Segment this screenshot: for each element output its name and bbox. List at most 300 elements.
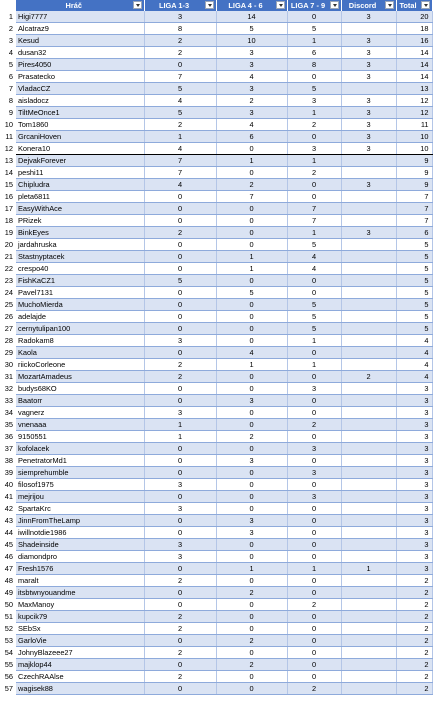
player-name-cell[interactable]: wagisek88 — [16, 683, 144, 695]
player-name-cell[interactable]: cernytulipan100 — [16, 323, 144, 335]
total-cell[interactable]: 6 — [396, 227, 432, 239]
liga-7-9-cell[interactable]: 0 — [287, 587, 341, 599]
total-cell[interactable]: 5 — [396, 299, 432, 311]
discord-cell[interactable]: 3 — [341, 95, 396, 107]
table-row[interactable] — [0, 371, 432, 383]
table-row[interactable] — [0, 299, 432, 311]
table-row[interactable] — [0, 635, 432, 647]
player-name-cell[interactable]: CzechRAAlse — [16, 671, 144, 683]
total-cell[interactable]: 4 — [396, 335, 432, 347]
player-name-cell[interactable]: 9150551 — [16, 431, 144, 443]
liga-1-3-cell[interactable]: 0 — [144, 311, 216, 323]
player-name-cell[interactable]: Baatorr — [16, 395, 144, 407]
liga-4-6-cell[interactable]: 0 — [216, 311, 287, 323]
liga-1-3-cell[interactable]: 0 — [144, 287, 216, 299]
discord-cell[interactable] — [341, 287, 396, 299]
liga-7-9-cell[interactable]: 1 — [287, 35, 341, 47]
discord-cell[interactable]: 2 — [341, 371, 396, 383]
discord-cell[interactable] — [341, 83, 396, 95]
total-cell[interactable]: 7 — [396, 203, 432, 215]
total-cell[interactable]: 3 — [396, 431, 432, 443]
liga-1-3-cell[interactable]: 0 — [144, 203, 216, 215]
liga-4-6-cell[interactable]: 0 — [216, 611, 287, 623]
liga-7-9-cell[interactable]: 7 — [287, 203, 341, 215]
filter-dropdown-icon[interactable] — [276, 1, 285, 9]
player-name-cell[interactable]: MozartAmadeus — [16, 371, 144, 383]
liga-7-9-cell[interactable]: 4 — [287, 263, 341, 275]
column-header-discord[interactable]: Discord — [341, 0, 396, 11]
discord-cell[interactable]: 1 — [341, 563, 396, 575]
liga-7-9-cell[interactable]: 1 — [287, 155, 341, 167]
total-cell[interactable]: 3 — [396, 443, 432, 455]
liga-7-9-cell[interactable]: 0 — [287, 131, 341, 143]
table-row[interactable] — [0, 59, 432, 71]
table-row[interactable] — [0, 35, 432, 47]
liga-1-3-cell[interactable]: 7 — [144, 155, 216, 167]
discord-cell[interactable] — [341, 275, 396, 287]
liga-1-3-cell[interactable]: 8 — [144, 23, 216, 35]
liga-1-3-cell[interactable]: 1 — [144, 419, 216, 431]
total-cell[interactable]: 9 — [396, 155, 432, 167]
discord-cell[interactable] — [341, 515, 396, 527]
total-cell[interactable]: 5 — [396, 239, 432, 251]
liga-1-3-cell[interactable]: 3 — [144, 407, 216, 419]
total-cell[interactable]: 3 — [396, 563, 432, 575]
table-row[interactable] — [0, 311, 432, 323]
liga-1-3-cell[interactable]: 2 — [144, 227, 216, 239]
liga-1-3-cell[interactable]: 0 — [144, 635, 216, 647]
total-cell[interactable]: 3 — [396, 407, 432, 419]
liga-4-6-cell[interactable]: 0 — [216, 383, 287, 395]
liga-7-9-cell[interactable]: 0 — [287, 71, 341, 83]
table-row[interactable] — [0, 167, 432, 179]
table-row[interactable] — [0, 563, 432, 575]
player-name-cell[interactable]: Alcatraz9 — [16, 23, 144, 35]
liga-4-6-cell[interactable]: 0 — [216, 467, 287, 479]
liga-4-6-cell[interactable]: 6 — [216, 131, 287, 143]
liga-1-3-cell[interactable]: 0 — [144, 443, 216, 455]
player-name-cell[interactable]: PenetratorMd1 — [16, 455, 144, 467]
liga-1-3-cell[interactable]: 0 — [144, 683, 216, 695]
liga-1-3-cell[interactable]: 7 — [144, 167, 216, 179]
liga-4-6-cell[interactable]: 4 — [216, 347, 287, 359]
liga-1-3-cell[interactable]: 2 — [144, 35, 216, 47]
liga-7-9-cell[interactable]: 0 — [287, 539, 341, 551]
discord-cell[interactable]: 3 — [341, 59, 396, 71]
player-name-cell[interactable]: TiltMeOnce1 — [16, 107, 144, 119]
liga-1-3-cell[interactable]: 0 — [144, 599, 216, 611]
player-name-cell[interactable]: vagnerz — [16, 407, 144, 419]
liga-7-9-cell[interactable]: 5 — [287, 323, 341, 335]
liga-4-6-cell[interactable]: 2 — [216, 587, 287, 599]
filter-dropdown-icon[interactable] — [205, 1, 214, 9]
player-name-cell[interactable]: PRizek — [16, 215, 144, 227]
discord-cell[interactable] — [341, 311, 396, 323]
liga-7-9-cell[interactable]: 0 — [287, 455, 341, 467]
discord-cell[interactable] — [341, 263, 396, 275]
player-name-cell[interactable]: riickoCorleone — [16, 359, 144, 371]
liga-4-6-cell[interactable]: 0 — [216, 491, 287, 503]
liga-1-3-cell[interactable]: 2 — [144, 371, 216, 383]
table-row[interactable] — [0, 179, 432, 191]
player-name-cell[interactable]: EasyWithAce — [16, 203, 144, 215]
column-header-liga-7-9[interactable]: LIGA 7 - 9 — [287, 0, 341, 11]
liga-7-9-cell[interactable]: 0 — [287, 635, 341, 647]
liga-4-6-cell[interactable]: 0 — [216, 275, 287, 287]
liga-7-9-cell[interactable]: 3 — [287, 383, 341, 395]
liga-1-3-cell[interactable]: 3 — [144, 479, 216, 491]
player-name-cell[interactable]: jardahruska — [16, 239, 144, 251]
table-row[interactable] — [0, 491, 432, 503]
column-header-player[interactable]: Hráč — [16, 0, 144, 11]
player-name-cell[interactable]: MuchoMierda — [16, 299, 144, 311]
discord-cell[interactable] — [341, 467, 396, 479]
discord-cell[interactable] — [341, 683, 396, 695]
player-name-cell[interactable]: aisladocz — [16, 95, 144, 107]
discord-cell[interactable] — [341, 167, 396, 179]
liga-4-6-cell[interactable]: 4 — [216, 71, 287, 83]
liga-4-6-cell[interactable]: 0 — [216, 299, 287, 311]
total-cell[interactable]: 3 — [396, 539, 432, 551]
total-cell[interactable]: 3 — [396, 395, 432, 407]
liga-1-3-cell[interactable]: 2 — [144, 47, 216, 59]
total-cell[interactable]: 2 — [396, 659, 432, 671]
total-cell[interactable]: 3 — [396, 383, 432, 395]
player-name-cell[interactable]: kofolacek — [16, 443, 144, 455]
liga-4-6-cell[interactable]: 0 — [216, 419, 287, 431]
liga-1-3-cell[interactable]: 1 — [144, 431, 216, 443]
liga-1-3-cell[interactable]: 3 — [144, 551, 216, 563]
liga-4-6-cell[interactable]: 0 — [216, 503, 287, 515]
discord-cell[interactable] — [341, 635, 396, 647]
table-row[interactable] — [0, 203, 432, 215]
table-row[interactable] — [0, 467, 432, 479]
total-cell[interactable]: 10 — [396, 143, 432, 155]
discord-cell[interactable] — [341, 479, 396, 491]
discord-cell[interactable] — [341, 575, 396, 587]
liga-7-9-cell[interactable]: 0 — [287, 623, 341, 635]
discord-cell[interactable] — [341, 203, 396, 215]
liga-7-9-cell[interactable]: 6 — [287, 47, 341, 59]
liga-4-6-cell[interactable]: 1 — [216, 155, 287, 167]
liga-7-9-cell[interactable]: 3 — [287, 443, 341, 455]
column-header-total[interactable]: Total — [396, 0, 432, 11]
total-cell[interactable]: 3 — [396, 551, 432, 563]
liga-7-9-cell[interactable]: 3 — [287, 467, 341, 479]
discord-cell[interactable] — [341, 239, 396, 251]
player-name-cell[interactable]: Radokam8 — [16, 335, 144, 347]
discord-cell[interactable] — [341, 215, 396, 227]
player-name-cell[interactable]: GarloVie — [16, 635, 144, 647]
player-name-cell[interactable]: vnenaaa — [16, 419, 144, 431]
liga-7-9-cell[interactable]: 5 — [287, 23, 341, 35]
table-row[interactable] — [0, 83, 432, 95]
liga-7-9-cell[interactable]: 0 — [287, 371, 341, 383]
liga-7-9-cell[interactable]: 0 — [287, 515, 341, 527]
table-row[interactable] — [0, 455, 432, 467]
liga-4-6-cell[interactable]: 2 — [216, 635, 287, 647]
total-cell[interactable]: 14 — [396, 71, 432, 83]
liga-4-6-cell[interactable]: 1 — [216, 263, 287, 275]
liga-1-3-cell[interactable]: 3 — [144, 503, 216, 515]
player-name-cell[interactable]: JinnFromTheLamp — [16, 515, 144, 527]
liga-7-9-cell[interactable]: 0 — [287, 191, 341, 203]
table-row[interactable] — [0, 647, 432, 659]
discord-cell[interactable]: 3 — [341, 131, 396, 143]
liga-4-6-cell[interactable]: 4 — [216, 119, 287, 131]
liga-4-6-cell[interactable]: 3 — [216, 527, 287, 539]
discord-cell[interactable] — [341, 431, 396, 443]
table-row[interactable] — [0, 479, 432, 491]
liga-1-3-cell[interactable]: 1 — [144, 131, 216, 143]
liga-7-9-cell[interactable]: 0 — [287, 647, 341, 659]
table-row[interactable] — [0, 191, 432, 203]
liga-4-6-cell[interactable]: 0 — [216, 479, 287, 491]
liga-7-9-cell[interactable]: 1 — [287, 107, 341, 119]
table-row[interactable] — [0, 275, 432, 287]
liga-4-6-cell[interactable]: 3 — [216, 455, 287, 467]
table-row[interactable] — [0, 623, 432, 635]
liga-7-9-cell[interactable]: 1 — [287, 335, 341, 347]
player-name-cell[interactable]: Prasatecko — [16, 71, 144, 83]
table-row[interactable] — [0, 503, 432, 515]
table-row[interactable] — [0, 239, 432, 251]
table-row[interactable] — [0, 23, 432, 35]
table-row[interactable] — [0, 383, 432, 395]
table-row[interactable] — [0, 575, 432, 587]
discord-cell[interactable]: 3 — [341, 227, 396, 239]
player-name-cell[interactable]: MaxManoy — [16, 599, 144, 611]
total-cell[interactable]: 2 — [396, 671, 432, 683]
liga-7-9-cell[interactable]: 5 — [287, 239, 341, 251]
liga-4-6-cell[interactable]: 0 — [216, 323, 287, 335]
player-name-cell[interactable]: Tom1860 — [16, 119, 144, 131]
liga-1-3-cell[interactable]: 2 — [144, 611, 216, 623]
liga-4-6-cell[interactable]: 0 — [216, 371, 287, 383]
liga-7-9-cell[interactable]: 0 — [287, 347, 341, 359]
table-row[interactable] — [0, 347, 432, 359]
discord-cell[interactable] — [341, 395, 396, 407]
liga-4-6-cell[interactable]: 5 — [216, 287, 287, 299]
liga-1-3-cell[interactable]: 5 — [144, 83, 216, 95]
liga-7-9-cell[interactable]: 0 — [287, 287, 341, 299]
discord-cell[interactable] — [341, 671, 396, 683]
liga-4-6-cell[interactable]: 2 — [216, 179, 287, 191]
liga-7-9-cell[interactable]: 1 — [287, 563, 341, 575]
liga-1-3-cell[interactable]: 3 — [144, 335, 216, 347]
liga-1-3-cell[interactable]: 0 — [144, 587, 216, 599]
total-cell[interactable]: 5 — [396, 251, 432, 263]
player-name-cell[interactable]: majklop44 — [16, 659, 144, 671]
player-name-cell[interactable]: Chipludra — [16, 179, 144, 191]
player-name-cell[interactable]: SpartaKrc — [16, 503, 144, 515]
table-row[interactable] — [0, 587, 432, 599]
discord-cell[interactable] — [341, 611, 396, 623]
total-cell[interactable]: 4 — [396, 359, 432, 371]
player-name-cell[interactable]: maralt — [16, 575, 144, 587]
table-row[interactable] — [0, 287, 432, 299]
liga-1-3-cell[interactable]: 4 — [144, 179, 216, 191]
liga-4-6-cell[interactable]: 5 — [216, 23, 287, 35]
discord-cell[interactable]: 3 — [341, 107, 396, 119]
liga-4-6-cell[interactable]: 0 — [216, 443, 287, 455]
discord-cell[interactable] — [341, 299, 396, 311]
liga-4-6-cell[interactable]: 7 — [216, 191, 287, 203]
total-cell[interactable]: 2 — [396, 575, 432, 587]
liga-1-3-cell[interactable]: 4 — [144, 95, 216, 107]
total-cell[interactable]: 2 — [396, 623, 432, 635]
liga-7-9-cell[interactable]: 1 — [287, 359, 341, 371]
total-cell[interactable]: 5 — [396, 311, 432, 323]
liga-7-9-cell[interactable]: 4 — [287, 251, 341, 263]
liga-1-3-cell[interactable]: 2 — [144, 647, 216, 659]
player-name-cell[interactable]: Fresh1576 — [16, 563, 144, 575]
liga-1-3-cell[interactable]: 0 — [144, 395, 216, 407]
player-name-cell[interactable]: Pavel7131 — [16, 287, 144, 299]
liga-1-3-cell[interactable]: 0 — [144, 467, 216, 479]
discord-cell[interactable] — [341, 383, 396, 395]
table-row[interactable] — [0, 131, 432, 143]
player-name-cell[interactable]: pleta6811 — [16, 191, 144, 203]
discord-cell[interactable] — [341, 659, 396, 671]
total-cell[interactable]: 18 — [396, 23, 432, 35]
liga-4-6-cell[interactable]: 0 — [216, 623, 287, 635]
liga-7-9-cell[interactable]: 2 — [287, 119, 341, 131]
liga-1-3-cell[interactable]: 4 — [144, 143, 216, 155]
liga-1-3-cell[interactable]: 0 — [144, 239, 216, 251]
player-name-cell[interactable]: Pires4050 — [16, 59, 144, 71]
liga-7-9-cell[interactable]: 0 — [287, 671, 341, 683]
liga-1-3-cell[interactable]: 0 — [144, 659, 216, 671]
liga-1-3-cell[interactable]: 5 — [144, 275, 216, 287]
liga-7-9-cell[interactable]: 5 — [287, 311, 341, 323]
discord-cell[interactable] — [341, 407, 396, 419]
total-cell[interactable]: 3 — [396, 491, 432, 503]
discord-cell[interactable] — [341, 251, 396, 263]
table-row[interactable] — [0, 227, 432, 239]
liga-4-6-cell[interactable]: 3 — [216, 107, 287, 119]
discord-cell[interactable]: 3 — [341, 119, 396, 131]
discord-cell[interactable]: 3 — [341, 11, 396, 23]
player-name-cell[interactable]: diamondpro — [16, 551, 144, 563]
liga-4-6-cell[interactable]: 0 — [216, 335, 287, 347]
liga-4-6-cell[interactable]: 0 — [216, 599, 287, 611]
table-row[interactable] — [0, 395, 432, 407]
discord-cell[interactable]: 3 — [341, 179, 396, 191]
total-cell[interactable]: 9 — [396, 167, 432, 179]
total-cell[interactable]: 2 — [396, 587, 432, 599]
discord-cell[interactable] — [341, 23, 396, 35]
discord-cell[interactable] — [341, 491, 396, 503]
liga-1-3-cell[interactable]: 7 — [144, 71, 216, 83]
player-name-cell[interactable]: crespo40 — [16, 263, 144, 275]
liga-4-6-cell[interactable]: 0 — [216, 539, 287, 551]
liga-4-6-cell[interactable]: 0 — [216, 227, 287, 239]
discord-cell[interactable] — [341, 623, 396, 635]
discord-cell[interactable] — [341, 647, 396, 659]
table-row[interactable] — [0, 263, 432, 275]
total-cell[interactable]: 3 — [396, 479, 432, 491]
liga-7-9-cell[interactable]: 8 — [287, 59, 341, 71]
table-row[interactable] — [0, 107, 432, 119]
table-row[interactable] — [0, 431, 432, 443]
player-name-cell[interactable]: Shadeinside — [16, 539, 144, 551]
liga-1-3-cell[interactable]: 0 — [144, 299, 216, 311]
liga-1-3-cell[interactable]: 2 — [144, 119, 216, 131]
table-row[interactable] — [0, 407, 432, 419]
liga-7-9-cell[interactable]: 3 — [287, 143, 341, 155]
total-cell[interactable]: 16 — [396, 35, 432, 47]
liga-1-3-cell[interactable]: 0 — [144, 191, 216, 203]
player-name-cell[interactable]: Kesud — [16, 35, 144, 47]
player-name-cell[interactable]: JohnyBlazeee27 — [16, 647, 144, 659]
liga-4-6-cell[interactable]: 0 — [216, 575, 287, 587]
liga-4-6-cell[interactable]: 0 — [216, 671, 287, 683]
table-row[interactable] — [0, 359, 432, 371]
discord-cell[interactable] — [341, 323, 396, 335]
liga-4-6-cell[interactable]: 3 — [216, 47, 287, 59]
discord-cell[interactable] — [341, 347, 396, 359]
liga-1-3-cell[interactable]: 3 — [144, 11, 216, 23]
table-row[interactable] — [0, 671, 432, 683]
liga-1-3-cell[interactable]: 0 — [144, 347, 216, 359]
liga-1-3-cell[interactable]: 0 — [144, 527, 216, 539]
total-cell[interactable]: 11 — [396, 119, 432, 131]
liga-4-6-cell[interactable]: 2 — [216, 95, 287, 107]
liga-7-9-cell[interactable]: 7 — [287, 215, 341, 227]
table-row[interactable] — [0, 527, 432, 539]
liga-7-9-cell[interactable]: 0 — [287, 479, 341, 491]
player-name-cell[interactable]: siemprehumble — [16, 467, 144, 479]
liga-4-6-cell[interactable]: 3 — [216, 395, 287, 407]
total-cell[interactable]: 3 — [396, 419, 432, 431]
table-row[interactable] — [0, 119, 432, 131]
liga-1-3-cell[interactable]: 0 — [144, 59, 216, 71]
table-row[interactable] — [0, 599, 432, 611]
liga-4-6-cell[interactable]: 0 — [216, 407, 287, 419]
liga-7-9-cell[interactable]: 0 — [287, 611, 341, 623]
total-cell[interactable]: 5 — [396, 323, 432, 335]
table-row[interactable] — [0, 443, 432, 455]
liga-1-3-cell[interactable]: 0 — [144, 515, 216, 527]
liga-4-6-cell[interactable]: 1 — [216, 359, 287, 371]
liga-7-9-cell[interactable]: 0 — [287, 11, 341, 23]
total-cell[interactable]: 12 — [396, 107, 432, 119]
liga-1-3-cell[interactable]: 0 — [144, 383, 216, 395]
liga-7-9-cell[interactable]: 0 — [287, 431, 341, 443]
table-row[interactable] — [0, 95, 432, 107]
liga-7-9-cell[interactable]: 0 — [287, 179, 341, 191]
liga-7-9-cell[interactable]: 2 — [287, 599, 341, 611]
liga-4-6-cell[interactable]: 3 — [216, 515, 287, 527]
discord-cell[interactable] — [341, 455, 396, 467]
liga-7-9-cell[interactable]: 2 — [287, 167, 341, 179]
liga-4-6-cell[interactable]: 3 — [216, 59, 287, 71]
table-row[interactable] — [0, 539, 432, 551]
liga-4-6-cell[interactable]: 0 — [216, 239, 287, 251]
total-cell[interactable]: 5 — [396, 287, 432, 299]
player-name-cell[interactable]: GrcaniHoven — [16, 131, 144, 143]
total-cell[interactable]: 7 — [396, 215, 432, 227]
player-name-cell[interactable]: VladacCZ — [16, 83, 144, 95]
liga-4-6-cell[interactable]: 0 — [216, 683, 287, 695]
discord-cell[interactable] — [341, 335, 396, 347]
liga-1-3-cell[interactable]: 2 — [144, 575, 216, 587]
liga-1-3-cell[interactable]: 0 — [144, 491, 216, 503]
total-cell[interactable]: 2 — [396, 635, 432, 647]
table-row[interactable] — [0, 683, 432, 695]
liga-7-9-cell[interactable]: 0 — [287, 551, 341, 563]
